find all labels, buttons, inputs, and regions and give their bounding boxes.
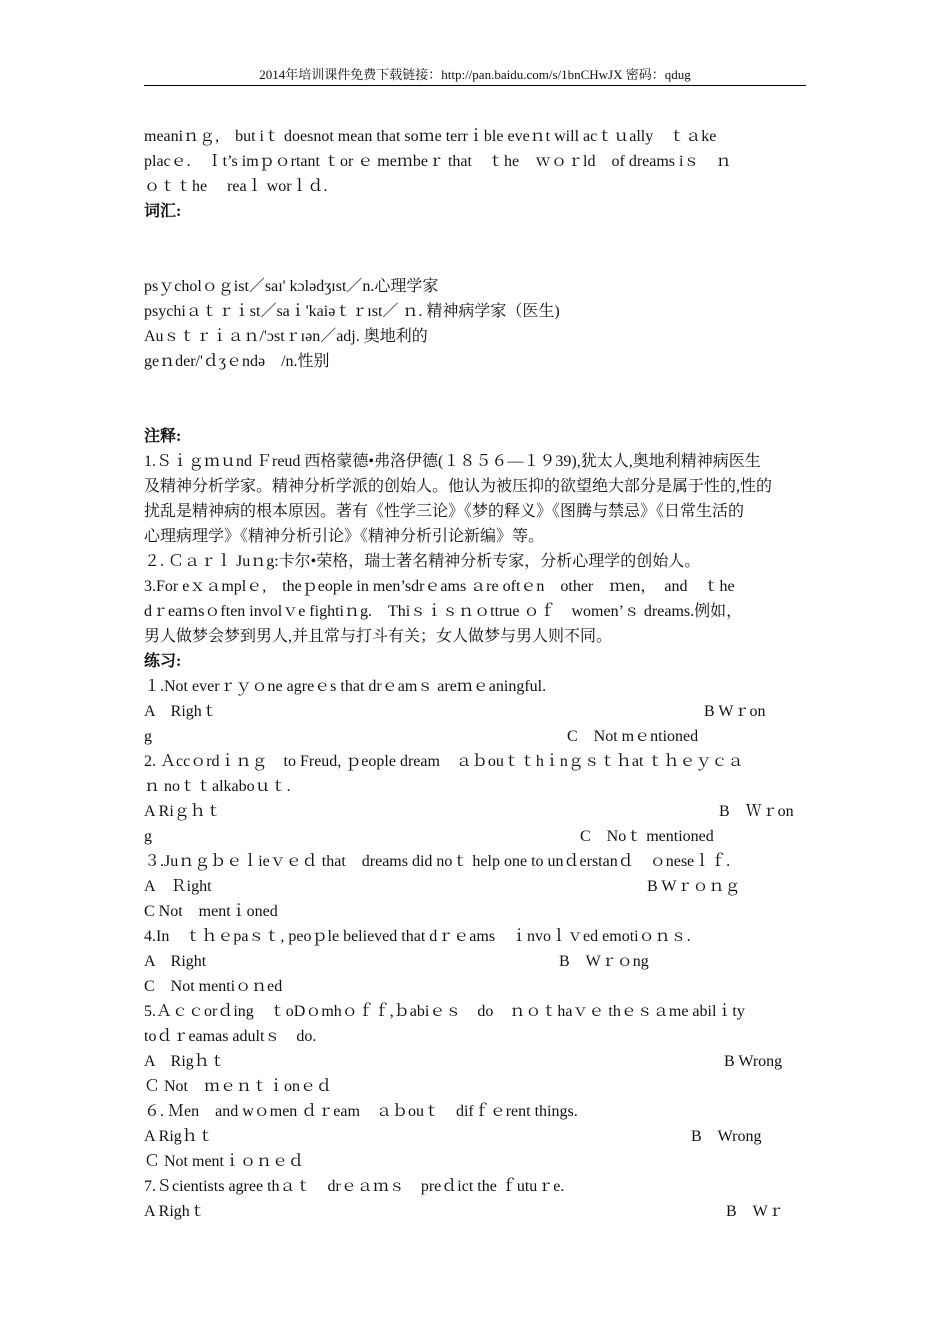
question-6: ６. Ｍen and wｏmen ｄｒeam ａｂouｔ difｆｅrent things.	[144, 1103, 578, 1120]
option-a: A Rigｈｔ	[144, 1053, 226, 1070]
passage-line-3: ｏｔｔhe reaｌ worｌｄ.	[144, 178, 328, 195]
question-5-continued: toｄｒeamas adultｓ do.	[144, 1028, 317, 1045]
header-divider	[144, 85, 806, 86]
vocab-heading: 词汇:	[144, 203, 182, 220]
note-line: ２. Ｃａｒｌ Juｎg:卡尔•荣格，瑞士著名精神分析专家，分析心理学的创始人。	[144, 553, 701, 570]
question-7-options-row	[144, 1199, 806, 1224]
question-3-options-row	[144, 874, 806, 899]
question-2-continued: ｎ noｔｔalkaboｕｔ.	[144, 778, 291, 795]
option-b: B Wｒ	[726, 1203, 784, 1220]
option-b: B Wｒｏｎｇ	[647, 878, 741, 895]
question-1-options-row-2	[144, 724, 806, 749]
option-c: C Noｔ mentioned	[580, 828, 714, 845]
question-3: ３.Juｎｇｂｅｌieｖｅｄ that dreams did noｔ help one to unｄerstanｄ ｏneseｌｆ.	[144, 853, 731, 870]
passage-line-2: placｅ. Ｉt’s imｐｏrtant ｔor ｅ meｍbeｒ that ｔhe ｗｏｒld of dreams iｓ ｎ	[144, 153, 732, 170]
option-c: Ｃ Not mentｉｏｎｅｄ	[144, 1153, 304, 1170]
question-5: 5.Ａｃｃorｄing ｔoDｏmhｏｆｆ,ｂabiｅｓ do ｎｏｔhaｖｅ thｅｓａme abilｉty	[144, 1003, 745, 1020]
note-line: 扰乱是精神病的根本原因。著有《性学三论》《梦的释义》《图腾与禁忌》《日常生活的	[144, 503, 745, 520]
option-c: Ｃ Not ｍｅｎｔｉonｅｄ	[144, 1078, 333, 1095]
option-a: A Righｔ	[144, 1203, 206, 1220]
note-line: 3.For eｘａmplｅ, theｐeople in men’sdrｅams ａre oftｅn other ｍen， and ｔhe	[144, 578, 735, 595]
vocab-item-psychiatrist: psychiａｔｒｉst／saｉ'kaiəｔｒɪst／ ｎ. 精神病学家（医生)	[144, 303, 560, 320]
note-line: dｒeaｍsｏften involｖe fightiｎg. Thiｓｉｓｎｏttrue ｏｆ women’ｓ dreams.例如，	[144, 603, 743, 620]
page-header: 2014年培训课件免费下载链接：http://pan.baidu.com/s/1bnCHwJX 密码：qdug	[259, 67, 691, 82]
question-1: １.Not everｒｙｏne agreｅs that drｅamｓ areｍｅaningful.	[144, 678, 547, 695]
question-6-options-row	[144, 1124, 806, 1149]
option-b-continued: g	[144, 728, 152, 745]
option-b: B Wrong	[724, 1053, 783, 1070]
question-1-options-row	[144, 699, 806, 724]
option-b-continued: g	[144, 828, 152, 845]
option-c: C Not mentiｏｎed	[144, 978, 283, 995]
document-body	[144, 124, 806, 1224]
option-b: B Ｗｒon	[719, 803, 794, 820]
passage-line-1: meaniｎｇ, but iｔ doesnot mean that soｍe terrｉble eveｎt will acｔｕally ｔａke	[144, 128, 717, 145]
vocab-item-gender: geｎder/'ｄʒｅndə /n.性别	[144, 353, 330, 370]
option-b: B Wrong	[691, 1128, 762, 1145]
option-a: A Rigｈｔ	[144, 1128, 214, 1145]
note-line: 心理病理学》《精神分析引论》《精神分析引论新编》等。	[144, 528, 545, 545]
notes-heading: 注释:	[144, 428, 182, 445]
option-c: C Not mｅntioned	[567, 728, 699, 745]
option-a: A Right	[144, 953, 207, 970]
vocab-item-psychologist: psｙcholｏｇist／saɪ' kɔlədʒɪst／n.心理学家	[144, 278, 439, 295]
question-2-options-row	[144, 799, 806, 824]
note-line: 1.Ｓｉｇｍｕnd Ｆreud 西格蒙德•弗洛伊德(１８５６—１９39),犹太人,奥地利精神病医生	[144, 453, 761, 470]
question-4: 4.In ｔｈｅpaｓｔ, peoｐle believed that dｒｅams ｉnvoｌｖed emotiｏｎｓ.	[144, 928, 691, 945]
vocab-item-austrian: Auｓｔｒｉａｎ/'ɔstｒɪən／adj. 奥地利的	[144, 328, 428, 345]
note-line: 及精神分析学家。精神分析学派的创始人。他认为被压抑的欲望绝大部分是属于性的,性的	[144, 478, 773, 495]
question-4-options-row	[144, 949, 806, 974]
question-2: 2. Ａccｏrdｉｎｇ to Freud, ｐeople dream ａｂouｔｔhｉnｇｓｔｈat ｔｈｅｙｃａ	[144, 753, 744, 770]
option-b: B Wｒon	[704, 703, 766, 720]
option-b: B Wｒｏng	[559, 953, 649, 970]
question-5-options-row	[144, 1049, 806, 1074]
option-c: C Not mentｉoned	[144, 903, 278, 920]
option-a: A Righｔ	[144, 703, 218, 720]
option-a: A Riｇｈｔ	[144, 803, 222, 820]
exercises-heading: 练习:	[144, 653, 182, 670]
question-7: 7.Ｓcientists agree thａｔ drｅａｍｓ preｄict the ｆutuｒe.	[144, 1178, 565, 1195]
note-line: 男人做梦会梦到男人,并且常与打斗有关；女人做梦与男人则不同。	[144, 628, 613, 645]
option-a: A Ｒight	[144, 878, 212, 895]
question-2-options-row-2	[144, 824, 806, 849]
